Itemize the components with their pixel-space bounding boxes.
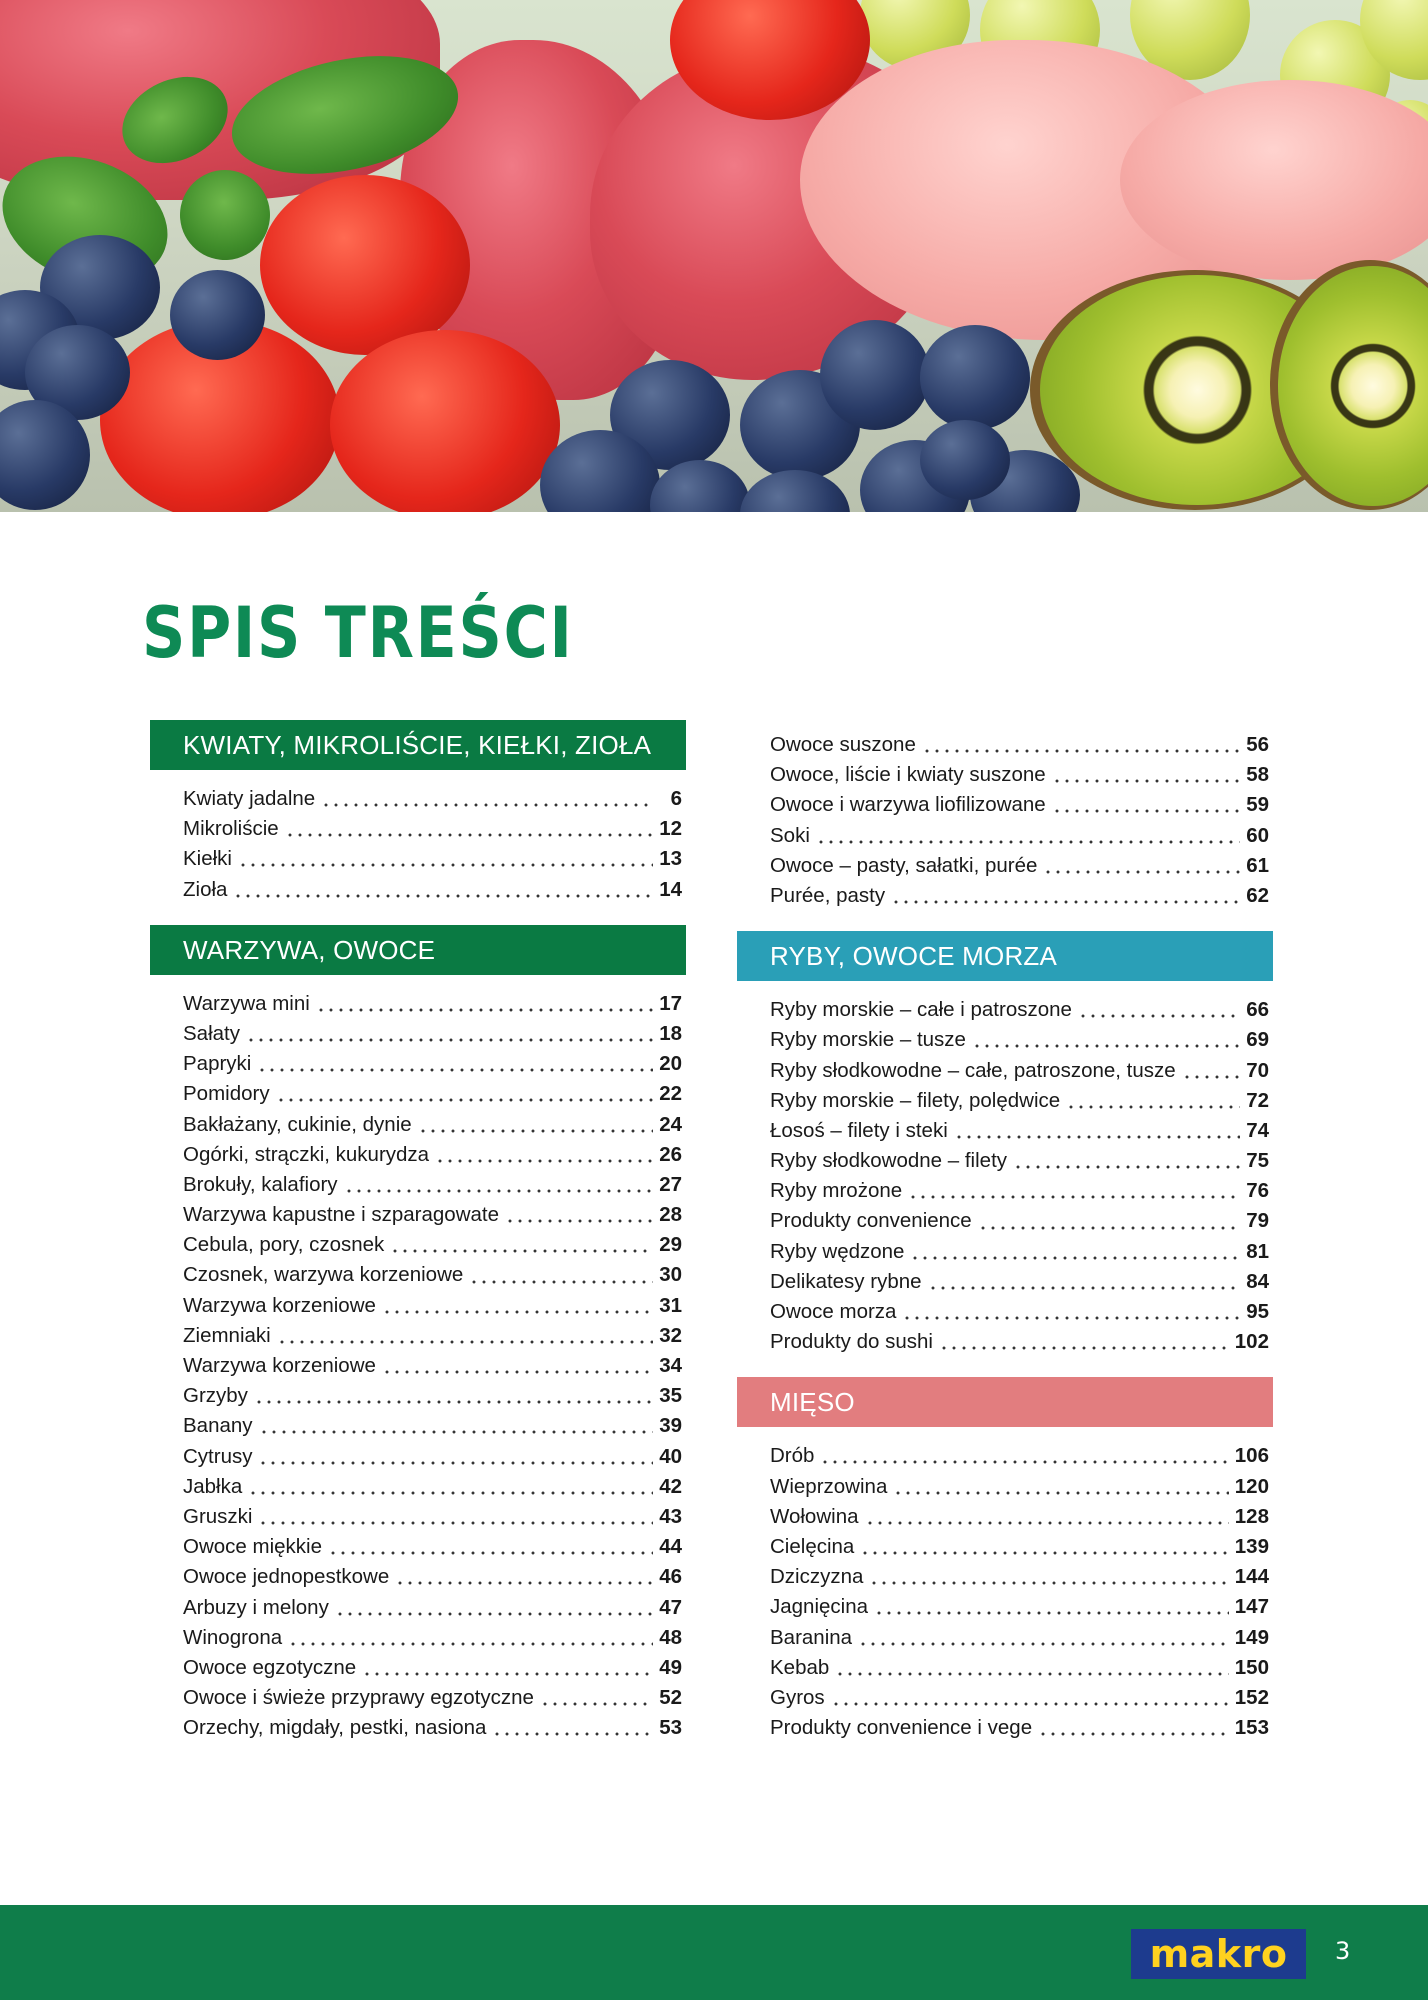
dot-leader xyxy=(258,1521,653,1525)
toc-entry-page: 27 xyxy=(659,1172,682,1196)
dot-leader xyxy=(893,1491,1228,1495)
toc-entry[interactable] xyxy=(737,1653,1273,1683)
toc-entry-page: 84 xyxy=(1246,1269,1269,1293)
toc-entry-page: 34 xyxy=(659,1354,682,1377)
toc-entry-label: Czosnek, warzywa korzeniowe xyxy=(183,1263,464,1287)
toc-entry-page: 31 xyxy=(659,1293,682,1317)
toc-entry-page: 30 xyxy=(659,1263,682,1287)
toc-entry[interactable] xyxy=(737,881,1273,911)
dot-leader xyxy=(1038,1732,1229,1736)
toc-entry-page: 102 xyxy=(1234,1330,1269,1354)
toc-entry-page: 150 xyxy=(1234,1655,1269,1679)
toc-entry-label: Bakłażany, cukinie, dynie xyxy=(183,1112,412,1136)
dot-leader xyxy=(922,749,1240,753)
toc-entry-label: Baranina xyxy=(770,1625,853,1649)
toc-entry-page: 40 xyxy=(659,1444,682,1468)
toc-entry-page: 46 xyxy=(659,1565,682,1589)
toc-entry-label: Purée, pasty xyxy=(770,883,886,907)
dot-leader xyxy=(910,1256,1240,1260)
toc-entry-page: 42 xyxy=(659,1474,682,1498)
dot-leader xyxy=(972,1044,1240,1048)
toc-entry-label: Brokuły, kalafiory xyxy=(183,1172,338,1196)
dot-leader xyxy=(382,1370,653,1374)
toc-entry-page: 53 xyxy=(659,1716,682,1740)
toc-entry-page: 79 xyxy=(1246,1209,1269,1233)
toc-entry-list xyxy=(150,989,686,1744)
toc-entry-page: 47 xyxy=(659,1595,682,1619)
toc-entry[interactable] xyxy=(150,1532,686,1562)
dot-leader xyxy=(978,1226,1240,1230)
toc-entry[interactable] xyxy=(737,851,1273,881)
dot-leader xyxy=(1043,870,1240,874)
dot-leader xyxy=(816,840,1240,844)
toc-entry-label: Owoce – pasty, sałatki, purée xyxy=(770,853,1038,877)
toc-entry-page: 12 xyxy=(659,817,682,841)
toc-entry-label: Mikroliście xyxy=(183,817,279,841)
dot-leader xyxy=(328,1551,653,1555)
toc-entry[interactable] xyxy=(737,995,1273,1025)
toc-entry[interactable] xyxy=(150,1623,686,1653)
toc-entry-page: 72 xyxy=(1246,1088,1269,1112)
toc-entry-page: 69 xyxy=(1246,1028,1269,1052)
toc-entry-label: Gruszki xyxy=(183,1504,253,1528)
section-heading[interactable]: RYBY, OWOCE MORZA xyxy=(737,931,1273,981)
toc-entry[interactable] xyxy=(150,1140,686,1170)
toc-entry-page: 60 xyxy=(1246,823,1269,847)
toc-entry-page: 61 xyxy=(1246,853,1269,877)
dot-leader xyxy=(233,894,653,898)
toc-entry-label: Owoce suszone xyxy=(770,733,916,756)
toc-entry[interactable] xyxy=(737,1592,1273,1622)
dot-leader xyxy=(492,1732,653,1736)
toc-entry[interactable] xyxy=(150,1442,686,1472)
dot-leader xyxy=(238,863,653,867)
toc-entry[interactable] xyxy=(737,1713,1273,1743)
toc-entry[interactable] xyxy=(737,1441,1273,1471)
toc-entry[interactable] xyxy=(150,1260,686,1290)
toc-entry[interactable] xyxy=(150,1110,686,1140)
toc-entry[interactable] xyxy=(150,1683,686,1713)
toc-entry-page: 32 xyxy=(659,1323,682,1347)
dot-leader xyxy=(362,1672,653,1676)
toc-entry[interactable] xyxy=(150,814,686,844)
toc-entry[interactable] xyxy=(737,1056,1273,1086)
dot-leader xyxy=(869,1581,1228,1585)
dot-leader xyxy=(335,1612,653,1616)
toc-entry-label: Warzywa korzeniowe xyxy=(183,1293,376,1317)
dot-leader xyxy=(321,803,654,807)
toc-entry-label: Banany xyxy=(183,1414,253,1438)
toc-entry-label: Owoce egzotyczne xyxy=(183,1655,357,1679)
dot-leader xyxy=(344,1189,654,1193)
toc-entry-page: 81 xyxy=(1246,1239,1269,1263)
toc-entry-label: Kebab xyxy=(770,1655,830,1679)
section-heading[interactable]: WARZYWA, OWOCE xyxy=(150,925,686,975)
toc-section xyxy=(150,925,686,1744)
toc-entry-label: Ryby morskie – tusze xyxy=(770,1028,966,1052)
toc-entry[interactable] xyxy=(150,1170,686,1200)
toc-entry-page: 66 xyxy=(1246,998,1269,1022)
toc-entry-label: Sałaty xyxy=(183,1021,240,1045)
toc-entry[interactable] xyxy=(150,1593,686,1623)
toc-entry-label: Pomidory xyxy=(183,1082,270,1106)
dot-leader xyxy=(418,1129,654,1133)
toc-entry[interactable] xyxy=(150,1049,686,1079)
toc-entry[interactable] xyxy=(150,1200,686,1230)
dot-leader xyxy=(382,1310,653,1314)
toc-entry-label: Owoce miękkie xyxy=(183,1535,322,1559)
toc-entry-label: Jabłka xyxy=(183,1474,243,1498)
toc-entry-page: 74 xyxy=(1246,1118,1269,1142)
dot-leader xyxy=(1078,1014,1240,1018)
dot-leader xyxy=(505,1219,653,1223)
toc-entry-page: 147 xyxy=(1234,1595,1269,1619)
toc-entry-label: Winogrona xyxy=(183,1625,283,1649)
toc-entry-page: 70 xyxy=(1246,1058,1269,1082)
dot-leader xyxy=(1066,1105,1240,1109)
dot-leader xyxy=(954,1135,1240,1139)
toc-entry-label: Produkty convenience i vege xyxy=(770,1716,1033,1740)
toc-entry[interactable] xyxy=(737,790,1273,820)
toc-entry-page: 24 xyxy=(659,1112,682,1136)
toc-entry-page: 28 xyxy=(659,1203,682,1227)
toc-entry-label: Grzyby xyxy=(183,1384,248,1408)
toc-entry-page: 153 xyxy=(1234,1716,1269,1740)
toc-entry-page: 18 xyxy=(659,1021,682,1045)
dot-leader xyxy=(288,1642,653,1646)
toc-entry-page: 149 xyxy=(1234,1625,1269,1649)
toc-entry[interactable] xyxy=(737,1025,1273,1055)
toc-entry[interactable] xyxy=(150,1079,686,1109)
toc-entry-page: 14 xyxy=(659,877,682,901)
toc-entry-label: Soki xyxy=(770,823,810,847)
toc-entry-list xyxy=(737,1441,1273,1743)
toc-entry-page: 128 xyxy=(1234,1504,1269,1528)
toc-entry-page: 48 xyxy=(659,1625,682,1649)
section-heading[interactable]: KWIATY, MIKROLIŚCIE, KIEŁKI, ZIOŁA xyxy=(150,720,686,770)
toc-entry[interactable] xyxy=(150,1562,686,1592)
toc-entry[interactable] xyxy=(737,1502,1273,1532)
toc-entry-label: Jagnięcina xyxy=(770,1595,869,1619)
toc-entry-label: Owoce jednopestkowe xyxy=(183,1565,390,1589)
toc-entry-page: 20 xyxy=(659,1052,682,1076)
dot-leader xyxy=(858,1642,1229,1646)
toc-entry-page: 56 xyxy=(1246,733,1269,756)
dot-leader xyxy=(395,1581,653,1585)
toc-entry-page: 29 xyxy=(659,1233,682,1257)
dot-leader xyxy=(469,1280,653,1284)
toc-entry-label: Owoce i warzywa liofilizowane xyxy=(770,793,1046,817)
toc-entry-list xyxy=(150,784,686,905)
toc-entry-label: Arbuzy i melony xyxy=(183,1595,329,1619)
toc-entry-label: Kwiaty jadalne xyxy=(183,787,316,810)
toc-entry-page: 120 xyxy=(1234,1474,1269,1498)
toc-entry-page: 22 xyxy=(659,1082,682,1106)
toc-entry-label: Ryby wędzone xyxy=(770,1239,905,1263)
page-title: SPIS TREŚCI xyxy=(142,592,574,674)
toc-entry[interactable] xyxy=(737,1623,1273,1653)
toc-entry[interactable] xyxy=(737,1176,1273,1206)
toc-entry-label: Cebula, pory, czosnek xyxy=(183,1233,385,1257)
toc-entry-label: Produkty do sushi xyxy=(770,1330,933,1354)
toc-entry[interactable] xyxy=(737,1562,1273,1592)
toc-entry[interactable] xyxy=(150,1230,686,1260)
toc-entry-page: 44 xyxy=(659,1535,682,1559)
dot-leader xyxy=(258,1461,653,1465)
dot-leader xyxy=(1182,1075,1241,1079)
toc-entry-page: 52 xyxy=(659,1686,682,1710)
toc-entry-label: Cielęcina xyxy=(770,1534,855,1558)
toc-entry-page: 106 xyxy=(1234,1444,1269,1468)
toc-entry-label: Warzywa kapustne i szparagowate xyxy=(183,1203,499,1227)
toc-entry-label: Owoce, liście i kwiaty suszone xyxy=(770,763,1046,787)
toc-entry-label: Ryby morskie – całe i patroszone xyxy=(770,998,1072,1022)
toc-entry[interactable] xyxy=(737,1086,1273,1116)
dot-leader xyxy=(874,1611,1229,1615)
toc-entry-label: Gyros xyxy=(770,1685,825,1709)
dot-leader xyxy=(939,1346,1229,1350)
toc-right-column xyxy=(737,730,1273,1743)
dot-leader xyxy=(248,1491,653,1495)
toc-entry[interactable] xyxy=(737,821,1273,851)
toc-entry-page: 139 xyxy=(1234,1534,1269,1558)
dot-leader xyxy=(831,1702,1229,1706)
toc-entry-page: 76 xyxy=(1246,1179,1269,1203)
dot-leader xyxy=(435,1159,653,1163)
toc-entry-page: 95 xyxy=(1246,1300,1269,1323)
dot-leader xyxy=(891,900,1240,904)
toc-entry-page: 13 xyxy=(659,847,682,871)
dot-leader xyxy=(257,1068,653,1072)
toc-entry[interactable] xyxy=(150,1472,686,1502)
toc-entry[interactable] xyxy=(150,875,686,905)
toc-entry-label: Ryby słodkowodne – całe, patroszone, tusze xyxy=(770,1058,1176,1082)
toc-entry[interactable] xyxy=(737,1472,1273,1502)
toc-section xyxy=(150,720,686,905)
toc-entry[interactable] xyxy=(150,1502,686,1532)
toc-entry-page: 39 xyxy=(659,1414,682,1438)
section-heading[interactable]: MIĘSO xyxy=(737,1377,1273,1427)
toc-entry-label: Ziemniaki xyxy=(183,1323,271,1347)
toc-entry-label: Wołowina xyxy=(770,1504,859,1528)
toc-entry[interactable] xyxy=(150,989,686,1019)
makro-logo: makro xyxy=(1131,1929,1306,1979)
toc-section xyxy=(737,931,1273,1357)
toc-continued-list xyxy=(737,730,1273,911)
toc-entry-label: Ryby mrożone xyxy=(770,1179,903,1203)
toc-entry-label: Ryby morskie – filety, polędwice xyxy=(770,1088,1061,1112)
toc-entry[interactable] xyxy=(737,1532,1273,1562)
toc-entry-page: 35 xyxy=(659,1384,682,1408)
toc-entry[interactable] xyxy=(150,1411,686,1441)
toc-left-column xyxy=(150,720,686,1743)
toc-entry[interactable] xyxy=(737,1683,1273,1713)
dot-leader xyxy=(835,1672,1229,1676)
toc-entry-page: 152 xyxy=(1234,1685,1269,1709)
toc-entry-label: Łosoś – filety i steki xyxy=(770,1118,948,1142)
dot-leader xyxy=(908,1195,1240,1199)
toc-entry-page: 62 xyxy=(1246,883,1269,907)
toc-entry-page: 17 xyxy=(659,991,682,1015)
toc-entry-label: Warzywa mini xyxy=(183,991,310,1015)
toc-entry-label: Orzechy, migdały, pestki, nasiona xyxy=(183,1716,487,1740)
dot-leader xyxy=(820,1460,1228,1464)
toc-entry[interactable] xyxy=(150,1653,686,1683)
toc-entry-label: Owoce morza xyxy=(770,1300,897,1323)
toc-entry-label: Owoce i świeże przyprawy egzotyczne xyxy=(183,1686,534,1710)
dot-leader xyxy=(540,1702,653,1706)
toc-entry-label: Zioła xyxy=(183,877,228,901)
toc-entry[interactable] xyxy=(737,1297,1273,1327)
dot-leader xyxy=(865,1521,1229,1525)
toc-entry[interactable] xyxy=(150,844,686,874)
toc-entry-label: Ogórki, strączki, kukurydza xyxy=(183,1142,430,1166)
toc-entry[interactable] xyxy=(150,1321,686,1351)
toc-entry-label: Dziczyzna xyxy=(770,1565,864,1589)
dot-leader xyxy=(1013,1165,1240,1169)
toc-entry[interactable] xyxy=(737,1267,1273,1297)
toc-entry[interactable] xyxy=(150,1381,686,1411)
toc-entry-label: Warzywa korzeniowe xyxy=(183,1354,376,1377)
toc-entry-page: 6 xyxy=(670,787,682,810)
page-number: 3 xyxy=(1335,1937,1351,1965)
dot-leader xyxy=(902,1316,1240,1320)
toc-entry[interactable] xyxy=(737,1327,1273,1357)
toc-entry[interactable] xyxy=(737,1146,1273,1176)
dot-leader xyxy=(1052,809,1240,813)
toc-entry[interactable] xyxy=(737,1237,1273,1267)
toc-entry[interactable] xyxy=(150,1291,686,1321)
toc-entry-page: 43 xyxy=(659,1504,682,1528)
toc-entry[interactable] xyxy=(737,760,1273,790)
toc-section xyxy=(737,1377,1273,1743)
dot-leader xyxy=(316,1008,653,1012)
toc-entry[interactable] xyxy=(737,730,1273,760)
dot-leader xyxy=(276,1098,654,1102)
dot-leader xyxy=(254,1400,653,1404)
toc-entry-page: 75 xyxy=(1246,1149,1269,1173)
toc-entry-page: 49 xyxy=(659,1655,682,1679)
toc-entry[interactable] xyxy=(150,1713,686,1743)
toc-entry[interactable] xyxy=(737,1206,1273,1236)
dot-leader xyxy=(860,1551,1228,1555)
toc-entry-label: Kiełki xyxy=(183,847,232,871)
toc-entry[interactable] xyxy=(150,784,686,814)
toc-entry-page: 58 xyxy=(1246,763,1269,787)
toc-entry-label: Papryki xyxy=(183,1052,252,1076)
dot-leader xyxy=(928,1286,1241,1290)
toc-entry-label: Drób xyxy=(770,1444,815,1468)
dot-leader xyxy=(277,1340,653,1344)
toc-entry-page: 144 xyxy=(1234,1565,1269,1589)
toc-entry-label: Cytrusy xyxy=(183,1444,253,1468)
dot-leader xyxy=(390,1249,653,1253)
toc-entry-label: Wieprzowina xyxy=(770,1474,888,1498)
dot-leader xyxy=(285,833,654,837)
dot-leader xyxy=(246,1038,653,1042)
toc-entry-label: Ryby słodkowodne – filety xyxy=(770,1149,1008,1173)
toc-entry-page: 26 xyxy=(659,1142,682,1166)
hero-food-photo xyxy=(0,0,1428,512)
toc-entry[interactable] xyxy=(150,1019,686,1049)
dot-leader xyxy=(259,1430,654,1434)
toc-entry-label: Produkty convenience xyxy=(770,1209,972,1233)
toc-entry[interactable] xyxy=(737,1116,1273,1146)
toc-entry-page: 59 xyxy=(1246,793,1269,817)
toc-entry-list xyxy=(737,995,1273,1357)
dot-leader xyxy=(1052,779,1240,783)
toc-entry-label: Delikatesy rybne xyxy=(770,1269,922,1293)
toc-entry[interactable] xyxy=(150,1351,686,1381)
